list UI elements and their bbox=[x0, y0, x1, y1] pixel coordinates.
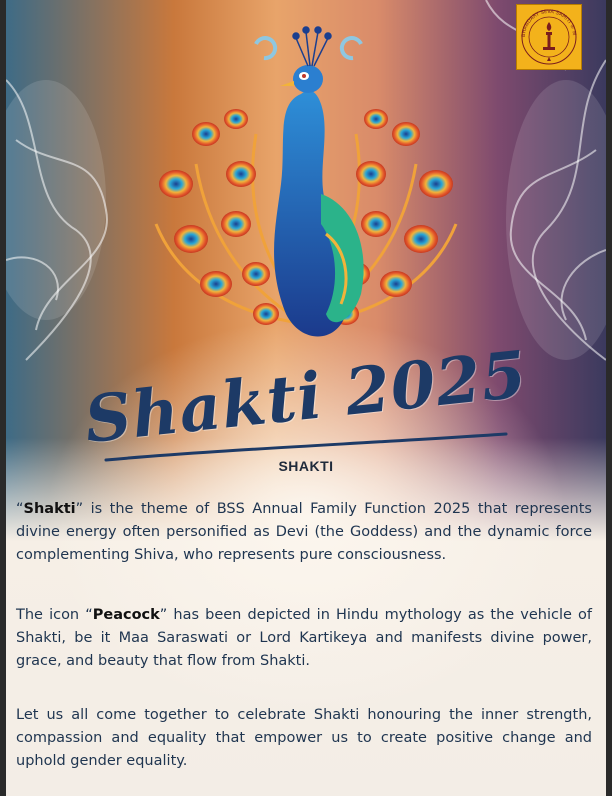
peacock-illustration bbox=[136, 24, 476, 364]
organization-logo bbox=[516, 4, 582, 70]
paragraph-theme-text: ” is the theme of BSS Annual Family Function 2025 that represents divine energy often personified as Devi (the Goddess) and the dynamic force complementing Shiva, who represents pure consciousness. bbox=[16, 501, 592, 563]
paragraph-theme bbox=[16, 498, 592, 567]
event-title: Shakti 2025 bbox=[81, 337, 531, 458]
paragraph-celebrate: Let us all come together to celebrate Shakti honouring the inner strength, compassion and equality that empower us to create positive change and uphold gender equality. bbox=[16, 707, 592, 769]
logo-text: BHANDARY SEVA SAMITI ® M bbox=[520, 8, 578, 38]
poster-page bbox=[6, 0, 606, 796]
paragraph-peacock-lead: The icon “ bbox=[16, 607, 93, 623]
open-quote: “ bbox=[16, 501, 24, 517]
paragraph-peacock-text: ” has been depicted in Hindu mythology as the vehicle of Shakti, be it Maa Saraswati or Lord Kartikeya and manifests divine power, grace, and beauty that flow from Shakti. bbox=[16, 607, 592, 669]
paragraph-peacock bbox=[16, 604, 592, 673]
bold-peacock: Peacock bbox=[92, 607, 160, 623]
bold-shakti: Shakti bbox=[23, 501, 76, 517]
lamp-logo-icon bbox=[517, 5, 581, 69]
subtitle: SHAKTI bbox=[278, 458, 334, 474]
